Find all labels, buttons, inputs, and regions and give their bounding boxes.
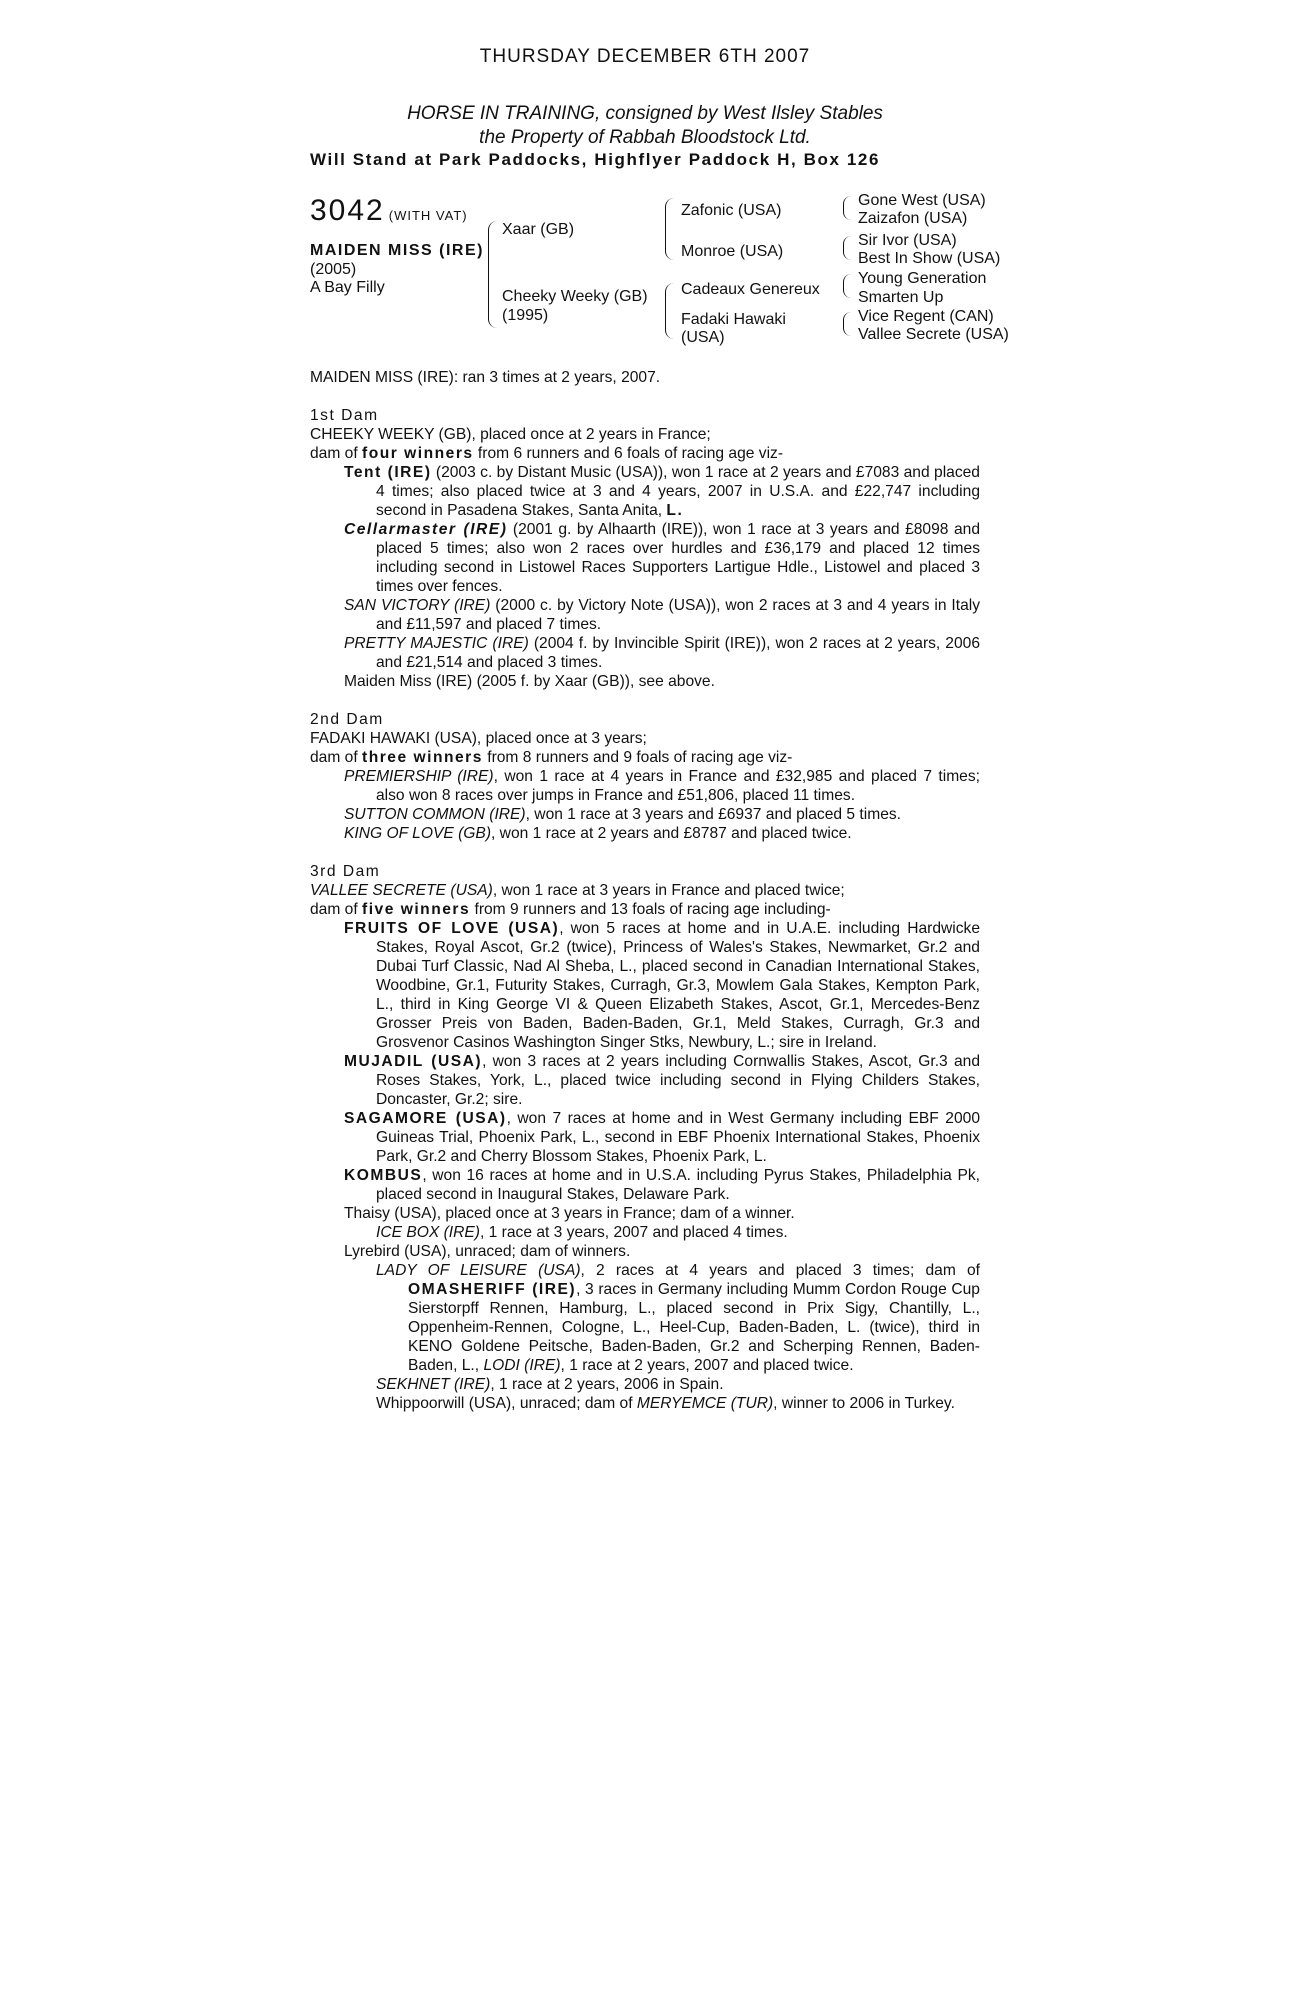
dam3-line2: dam of five winners from 9 runners and 13 foals of racing age including- [310, 901, 831, 918]
dam3-entry-thaisy: Thaisy (USA), placed once at 3 years in France; dam of a winner. [344, 1205, 795, 1222]
pedigree-brace-6 [843, 274, 851, 298]
pedigree-sire: Xaar (GB) [502, 221, 575, 238]
pedigree-brace-7 [843, 312, 851, 336]
dam1-entry-maiden-miss: Maiden Miss (IRE) (2005 f. by Xaar (GB)), see above. [344, 673, 715, 690]
pedigree-dsd: Smarten Up [858, 289, 944, 306]
lot-number-value: 3042 [310, 194, 385, 227]
dam1-line1: CHEEKY WEEKY (GB), placed once at 2 years in France; [310, 426, 711, 443]
dam3-line1: VALLEE SECRETE (USA), won 1 race at 3 years in France and placed twice; [310, 882, 845, 899]
sale-date: THURSDAY DECEMBER 6TH 2007 [479, 46, 811, 67]
dam2-entry-premiership: PREMIERSHIP (IRE), won 1 race at 4 years in France and £32,985 and placed 7 times; also won 8 races over jumps in France and £51,806, placed 11 times. [344, 768, 980, 804]
lot-number [310, 194, 468, 228]
catalogue-body [310, 368, 980, 1413]
dam1-entry-tent: Tent (IRE) (2003 c. by Distant Music (USA)), won 1 race at 2 years and £7083 and placed 4 times; also placed twice at 3 and 4 years, 2007 in U.S.A. and £22,747 including second in Pasadena Stakes, Santa Anita, L. [344, 464, 980, 519]
dam3-entry-fruits-of-love: FRUITS OF LOVE (USA), won 5 races at home and in U.A.E. including Hardwicke Stakes, Royal Ascot, Gr.2 (twice), Princess of Wales's Stakes, Newmarket, Gr.2 and Dubai Turf Classic, Nad Al Sheba, L., placed second in Canadian International Stakes, Woodbine, Gr.1, Futurity Stakes, Curragh, Gr.3, Mowlem Gala Stakes, Kempton Park, L., third in King George VI & Queen Elizabeth Stakes, Ascot, Gr.1, Mercedes-Benz Grosser Preis von Baden, Baden-Baden, Gr.1, Meld Stakes, Curragh, Gr.3 and Grosvenor Casinos Washington Singer Stks, Newbury, L.; sire in Ireland. [344, 920, 980, 1051]
property-line: the Property of Rabbah Bloodstock Ltd. [479, 127, 811, 148]
dam3-entry-lady-of-leisure: LADY OF LEISURE (USA), 2 races at 4 years and placed 3 times; dam of OMASHERIFF (IRE), 3 races in Germany including Mumm Cordon Rouge Cup Sierstorpff Rennen, Hamburg, L., placed second in Prix Sigy, Chantilly, L., Oppenheim-Rennen, Cologne, L., Heel-Cup, Baden-Baden, L. (twice), third in KENO Goldene Peitsche, Baden-Baden, Gr.2 and Scherping Rennen, Baden-Baden, L., LODI (IRE), 1 race at 2 years, 2007 and placed twice. [376, 1262, 980, 1374]
pedigree-dam-dam-suffix: (USA) [681, 329, 725, 346]
dam1-entry-cellarmaster: Cellarmaster (IRE) (2001 g. by Alhaarth (IRE)), won 1 race at 3 years and £8098 and placed 5 times; also won 2 races over hurdles and £36,179 and placed 12 times including second in Listowel Races Supporters Lartigue Hdle., Listowel and placed 3 times over fences. [344, 521, 980, 595]
dam3-entry-lyrebird: Lyrebird (USA), unraced; dam of winners. [344, 1243, 631, 1260]
vat-note: (WITH VAT) [388, 208, 468, 223]
dam1-line2: dam of four winners from 6 runners and 6 foals of racing age viz- [310, 445, 784, 462]
dam3-entry-sagamore: SAGAMORE (USA), won 7 races at home and in West Germany including EBF 2000 Guineas Trial, Phoenix Park, L., second in EBF Phoenix International Stakes, Phoenix Park, Gr.2 and Cherry Blossom Stakes, Phoenix Park, L. [344, 1110, 980, 1165]
pedigree-sire-sire: Zafonic (USA) [681, 202, 782, 219]
horse-year: (2005) [310, 261, 357, 278]
dam2-heading: 2nd Dam [310, 711, 384, 728]
dam1-entry-san-victory: SAN VICTORY (IRE) (2000 c. by Victory Note (USA)), won 2 races at 3 and 4 years in Italy and £11,597 and placed 7 times. [344, 597, 980, 633]
pedigree-dam: Cheeky Weeky (GB) [502, 288, 648, 305]
pedigree-brace-1 [488, 221, 497, 328]
dam2-entry-sutton-common: SUTTON COMMON (IRE), won 1 race at 3 years and £6937 and placed 5 times. [344, 806, 901, 823]
pedigree-ddd: Vallee Secrete (USA) [858, 326, 1009, 343]
pedigree-brace-5 [843, 236, 851, 260]
dam3-heading: 3rd Dam [310, 863, 381, 880]
pedigree-brace-4 [843, 196, 851, 220]
horse-name: MAIDEN MISS (IRE) [310, 242, 484, 259]
dam2-entry-king-of-love: KING OF LOVE (GB), won 1 race at 2 years and £8787 and placed twice. [344, 825, 852, 842]
dam2-line2: dam of three winners from 8 runners and 9 foals of racing age viz- [310, 749, 793, 766]
pedigree-sdd: Best In Show (USA) [858, 250, 1001, 267]
dam3-entry-whippoorwill: Whippoorwill (USA), unraced; dam of MERYEMCE (TUR), winner to 2006 in Turkey. [376, 1395, 955, 1412]
dam3-entry-ice-box: ICE BOX (IRE), 1 race at 3 years, 2007 and placed 4 times. [376, 1224, 788, 1241]
horse-description: A Bay Filly [310, 279, 385, 296]
dam1-entry-pretty-majestic: PRETTY MAJESTIC (IRE) (2004 f. by Invincible Spirit (IRE)), won 2 races at 2 years, 2006 and £21,514 and placed 3 times. [344, 635, 980, 671]
dam3-entry-mujadil: MUJADIL (USA), won 3 races at 2 years including Cornwallis Stakes, Ascot, Gr.3 and Roses Stakes, York, L., placed twice including second in Flying Childers Stakes, Doncaster, Gr.2; sire. [344, 1053, 980, 1108]
pedigree-sss: Gone West (USA) [858, 192, 986, 209]
pedigree-ssd: Zaizafon (USA) [858, 210, 968, 227]
dam2-line1: FADAKI HAWAKI (USA), placed once at 3 years; [310, 730, 647, 747]
pedigree-dam-dam: Fadaki Hawaki [681, 311, 786, 328]
pedigree-brace-2 [665, 198, 674, 260]
consignor-line: HORSE IN TRAINING, consigned by West Ilsley Stables [407, 103, 883, 124]
pedigree-sire-dam: Monroe (USA) [681, 243, 784, 260]
racing-record: MAIDEN MISS (IRE): ran 3 times at 2 years, 2007. [310, 369, 661, 386]
pedigree-brace-3 [665, 283, 674, 339]
dam3-entry-kombus: KOMBUS, won 16 races at home and in U.S.A. including Pyrus Stakes, Philadelphia Pk, placed second in Inaugural Stakes, Delaware Park. [344, 1167, 980, 1203]
pedigree-sds: Sir Ivor (USA) [858, 232, 957, 249]
pedigree-dam-sire: Cadeaux Genereux [681, 281, 820, 298]
dam3-entry-sekhnet: SEKHNET (IRE), 1 race at 2 years, 2006 in Spain. [376, 1376, 724, 1393]
pedigree-dam-year: (1995) [502, 307, 549, 324]
pedigree-dss: Young Generation [858, 270, 987, 287]
location-line: Will Stand at Park Paddocks, Highflyer Paddock H, Box 126 [310, 150, 881, 169]
dam1-heading: 1st Dam [310, 407, 379, 424]
pedigree-dds: Vice Regent (CAN) [858, 308, 994, 325]
